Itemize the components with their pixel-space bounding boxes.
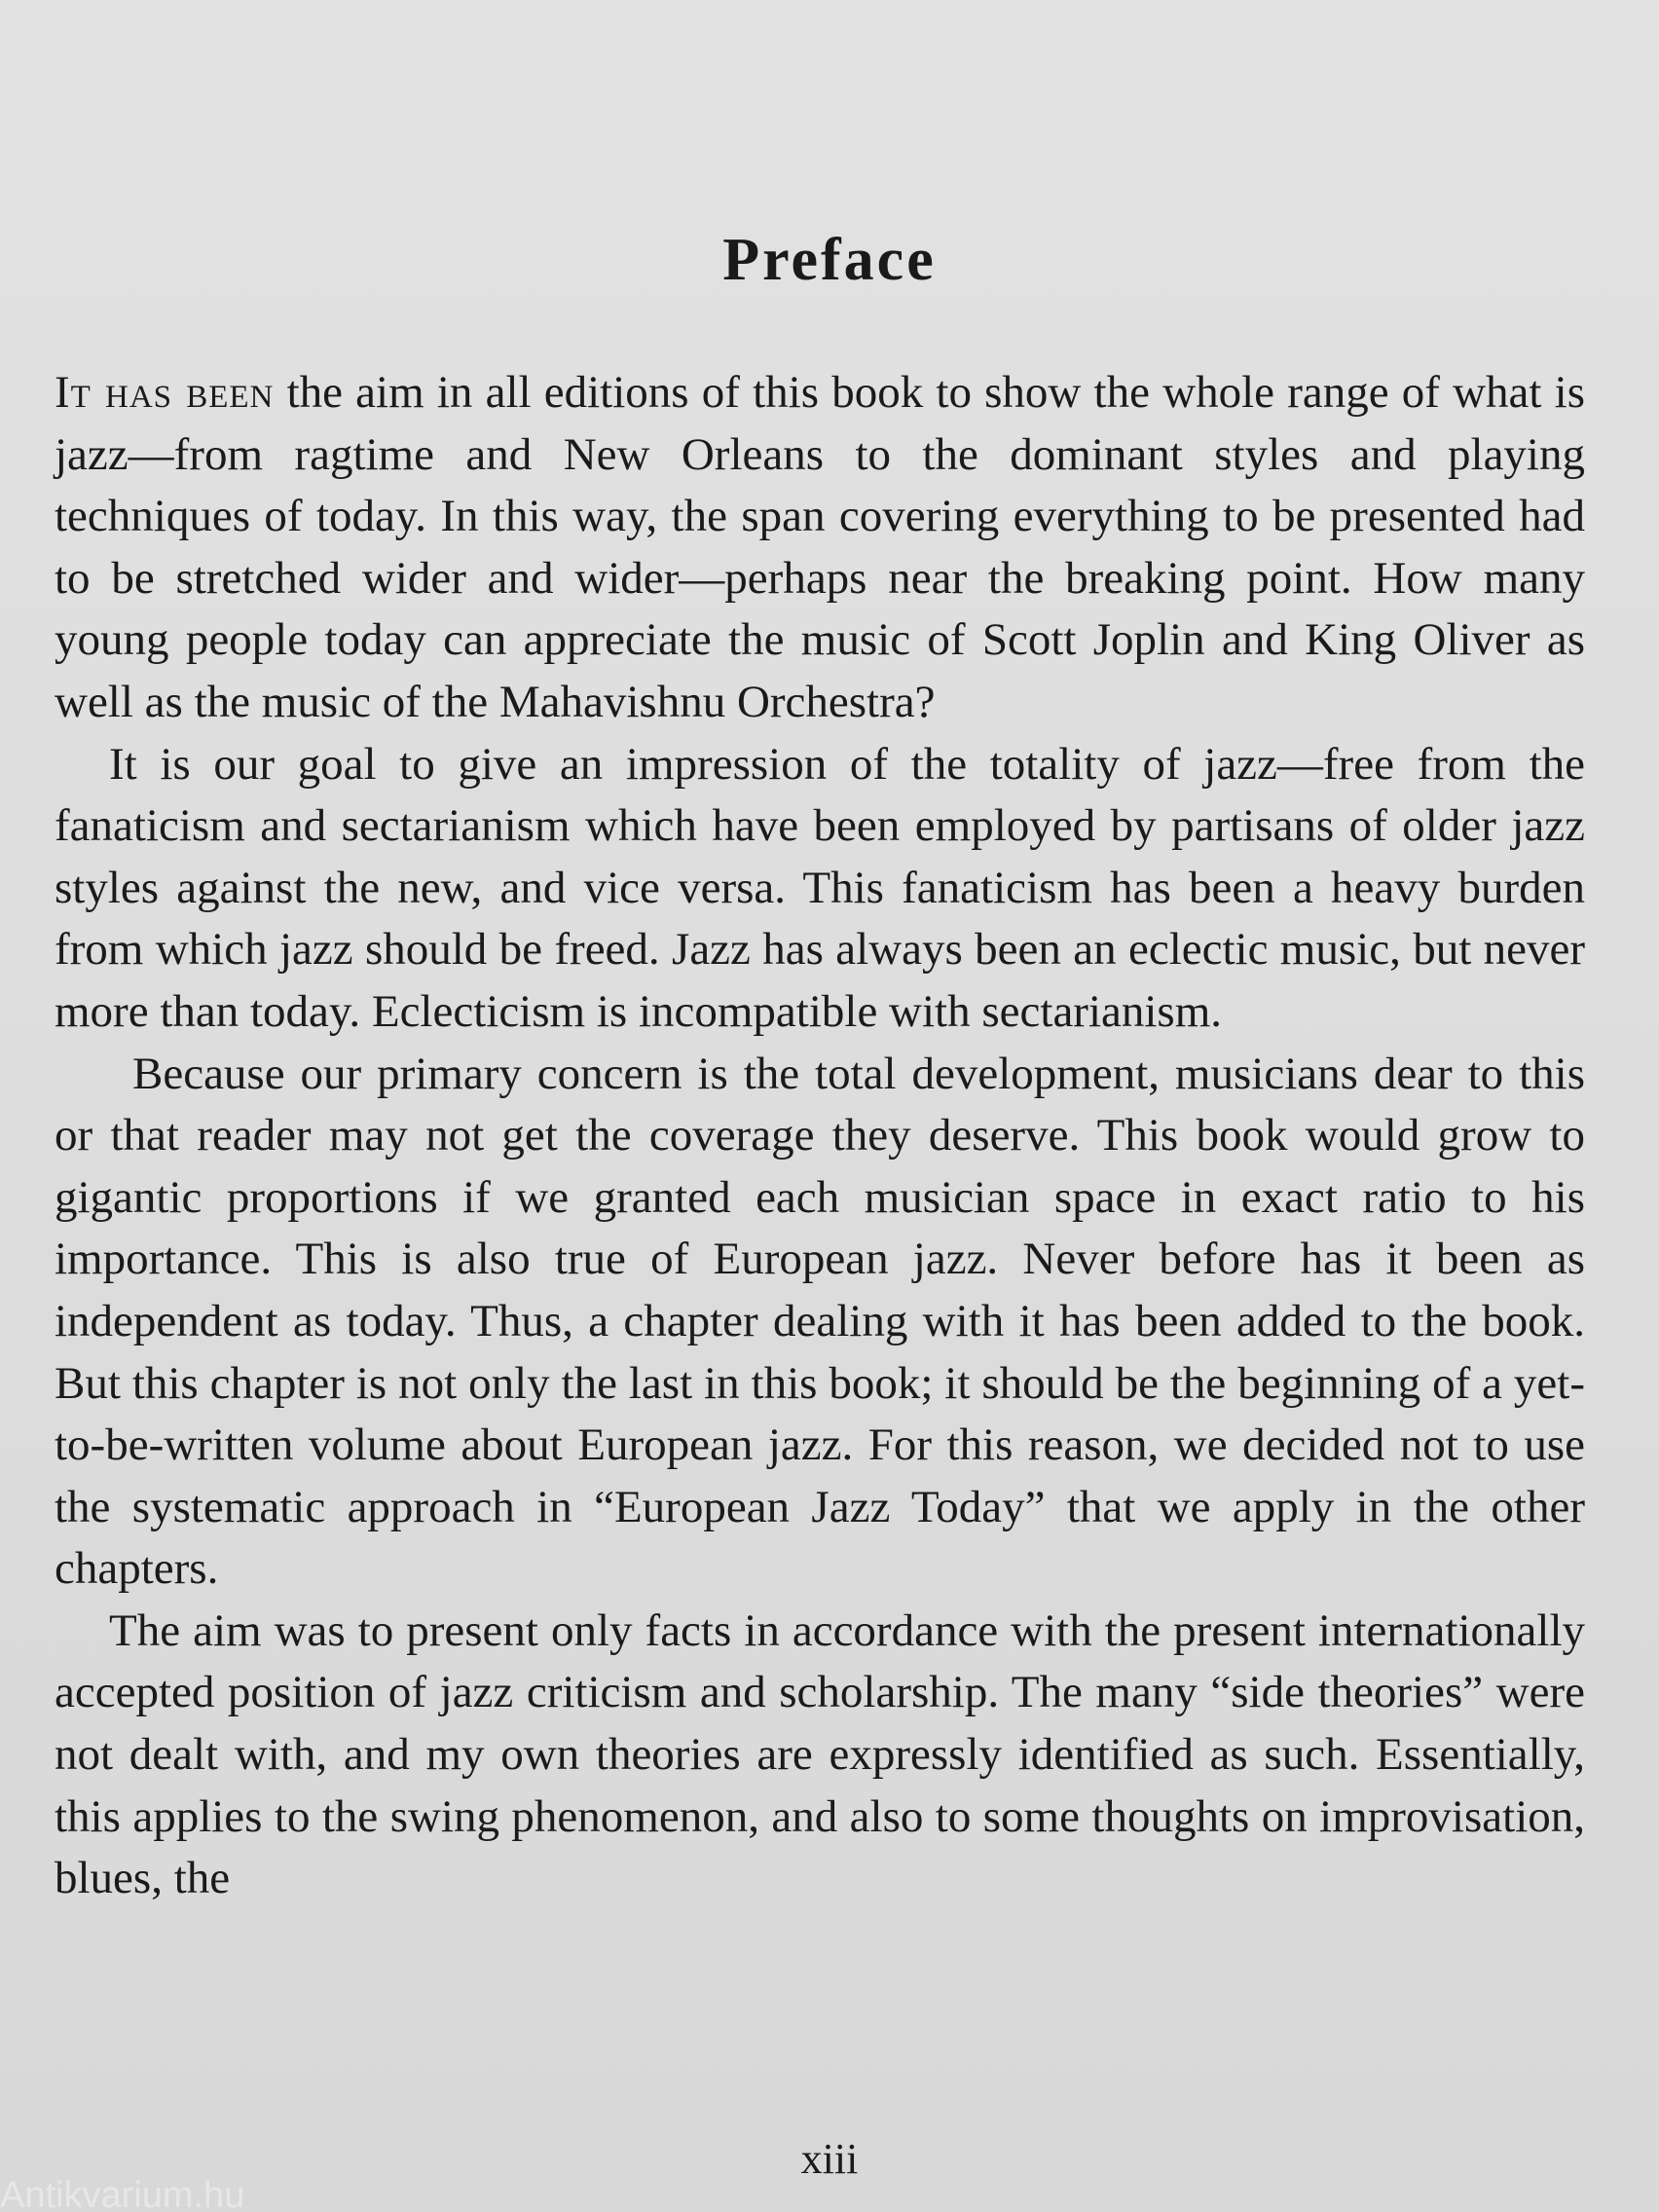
page-title: Preface [722,227,937,293]
body-text [55,362,1585,1910]
paragraph-4: The aim was to present only facts in accordance with the present internationally accepted position of jazz criticism and scholarship. The many “side theories” were not dealt with, and my own theories are expressly identified as such. Essentially, this applies to the swing phenomenon, and also to some thoughts on improvisation, blues, the [55,1604,1585,1904]
paragraph-1 [55,362,1585,734]
page-number: xiii [800,2135,859,2183]
paragraph-3: Because our primary concern is the total development, musicians dear to this or that reader may not get the coverage they deserve. This book would grow to gigantic proportions if we granted each musician space in exact ratio to his importance. This is also true of European jazz. Never before has it been as independent as today. Thus, a chapter dealing with it has been added to the book. But this chapter is not only the last in this book; it should be the beginning of a yet-to-be-written volume about European jazz. For this reason, we decided not to use the systematic approach in “European Jazz Today” that we apply in the other chapters. [55,1048,1585,1595]
paragraph-2: It is our goal to give an impression of the totality of jazz—free from the fanaticism and sectarianism which have been employed by partisans of older jazz styles against the new, and vice versa. This fanaticism has been a heavy burden from which jazz should be freed. Jazz has always been an eclectic music, but never more than today. Eclecticism is incompatible with sectarianism. [55,738,1585,1037]
paragraph-1-lead: It has been [55,367,275,418]
paragraph-1-text: the aim in all editions of this book to show the whole range of what is jazz—from ragtime and New Orleans to the dominant styles and playing techniques of today. In this way, the span covering everything to be presented had to be stretched wider and wider—perhaps near the breaking point. How many young people today can appreciate the music of Scott Joplin and King Oliver as well as the music of the Mahavishnu Orchestra? [55,367,1586,727]
watermark: Antikvarium.hu [0,2177,245,2212]
